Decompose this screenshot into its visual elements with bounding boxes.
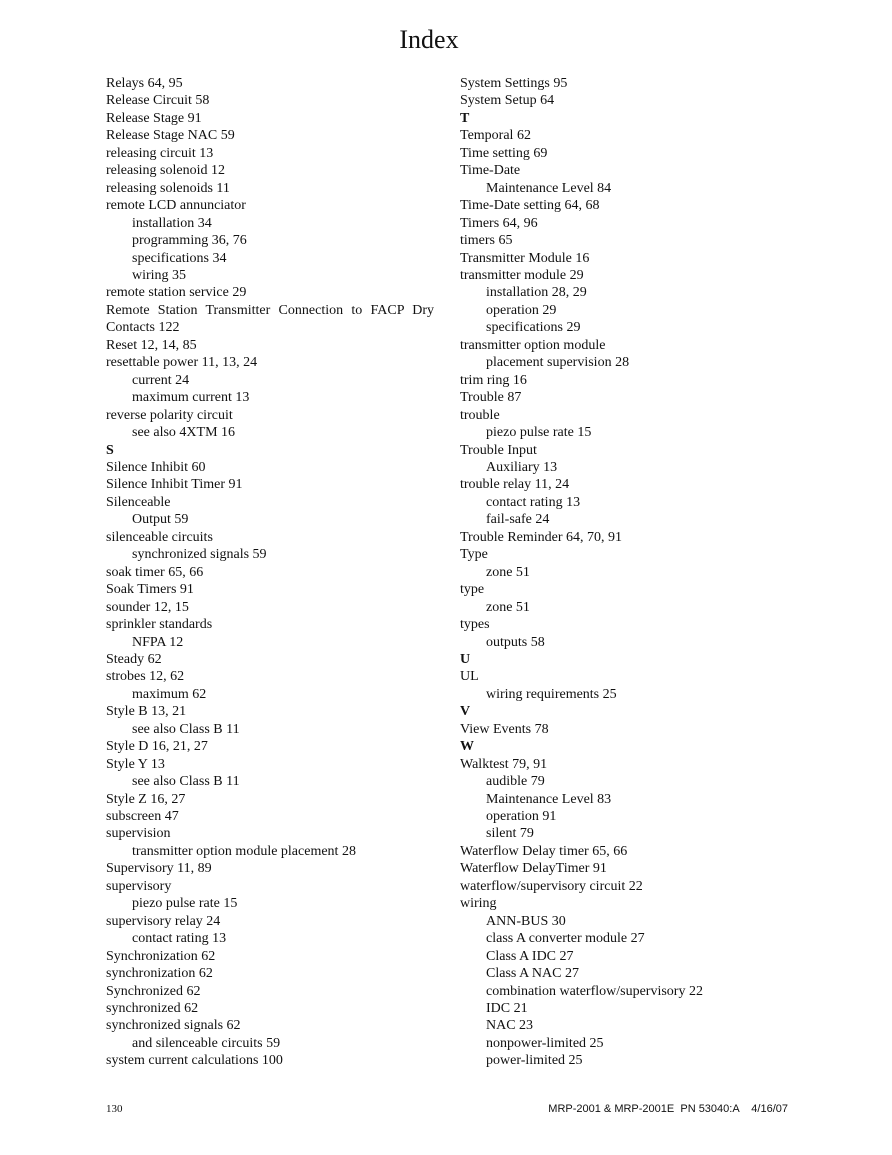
index-entry: types	[460, 617, 490, 633]
index-entry: Silence Inhibit Timer 91	[106, 477, 243, 493]
page-title: Index	[399, 25, 459, 54]
index-subentry: outputs 58	[486, 634, 545, 650]
index-subentry: audible 79	[486, 774, 545, 790]
index-subentry: see also Class B 11	[132, 774, 240, 790]
index-subentry: synchronized signals 59	[132, 547, 267, 563]
index-entry: Silenceable	[106, 494, 171, 510]
index-entry: Time-Date setting 64, 68	[460, 198, 600, 214]
index-entry: Style D 16, 21, 27	[106, 739, 208, 755]
index-entry: wiring	[460, 896, 497, 912]
index-entry: Trouble Input	[460, 442, 537, 458]
index-section-letter: W	[460, 739, 474, 755]
index-subentry: and silenceable circuits 59	[132, 1035, 281, 1051]
index-entry: Trouble Reminder 64, 70, 91	[460, 529, 623, 545]
index-entry: reverse polarity circuit	[106, 407, 233, 423]
index-subentry: maximum 62	[132, 686, 207, 702]
index-subentry: zone 51	[486, 564, 530, 580]
index-entry: Release Stage NAC 59	[106, 128, 235, 144]
index-entry: Type	[460, 547, 488, 563]
index-entry: sprinkler standards	[106, 617, 213, 633]
index-entry: Temporal 62	[460, 128, 531, 144]
index-subentry: specifications 34	[132, 250, 227, 266]
index-entry: Silence Inhibit 60	[106, 459, 206, 475]
index-subentry: Class A NAC 27	[486, 966, 579, 982]
index-entry: Steady 62	[106, 651, 162, 667]
document-footer: MRP-2001 & MRP-2001E PN 53040:A 4/16/07	[548, 1103, 788, 1115]
index-entry: System Setup 64	[460, 93, 555, 109]
index-column-right	[460, 75, 790, 1070]
index-entry: supervision	[106, 826, 171, 842]
page-number: 130	[106, 1103, 123, 1115]
index-entry: waterflow/supervisory circuit 22	[460, 878, 643, 894]
index-entry: Synchronization 62	[106, 948, 216, 964]
index-section-letter: U	[460, 651, 471, 667]
index-entry: Trouble 87	[460, 390, 522, 406]
index-subentry: silent 79	[486, 826, 534, 842]
index-subentry: Auxiliary 13	[486, 459, 558, 475]
index-subentry: specifications 29	[486, 320, 581, 336]
index-subentry: IDC 21	[486, 1001, 528, 1017]
index-subentry: see also 4XTM 16	[132, 425, 236, 441]
index-entry: supervisory relay 24	[106, 913, 221, 929]
index-entry: soak timer 65, 66	[106, 564, 204, 580]
index-section-letter: V	[460, 704, 471, 720]
index-column-left	[106, 75, 434, 1070]
index-entry: synchronized 62	[106, 1001, 199, 1017]
index-entry: Release Stage 91	[106, 110, 202, 126]
index-subentry: contact rating 13	[486, 494, 581, 510]
index-entry: silenceable circuits	[106, 529, 213, 545]
index-entry: Time setting 69	[460, 145, 548, 161]
index-subentry: installation 34	[132, 215, 212, 231]
index-subentry: contact rating 13	[132, 931, 227, 947]
index-entry: remote LCD annunciator	[106, 198, 246, 214]
index-entry: Synchronized 62	[106, 983, 201, 999]
index-entry: supervisory	[106, 878, 172, 894]
index-entry: remote station service 29	[106, 285, 247, 301]
index-entry: resettable power 11, 13, 24	[106, 355, 258, 371]
index-entry: trim ring 16	[460, 372, 527, 388]
index-subentry: transmitter option module placement 28	[132, 843, 356, 859]
index-subentry: see also Class B 11	[132, 721, 240, 737]
index-subentry: class A converter module 27	[486, 931, 645, 947]
index-subentry: piezo pulse rate 15	[132, 896, 238, 912]
index-entry: transmitter option module	[460, 337, 606, 353]
index-entry: strobes 12, 62	[106, 669, 185, 685]
index-entry: system current calculations 100	[106, 1053, 283, 1069]
index-entry: timers 65	[460, 233, 513, 249]
index-subentry: wiring 35	[132, 267, 187, 283]
index-subentry: Output 59	[132, 512, 189, 528]
index-subentry: piezo pulse rate 15	[486, 425, 592, 441]
index-subentry: operation 29	[486, 302, 557, 318]
index-subentry: NAC 23	[486, 1018, 534, 1034]
index-entry: Reset 12, 14, 85	[106, 337, 197, 353]
index-subentry: operation 91	[486, 809, 557, 825]
index-entry: Style Z 16, 27	[106, 791, 186, 807]
index-section-letter: S	[106, 442, 114, 458]
index-subentry: nonpower-limited 25	[486, 1035, 604, 1051]
index-entry: Remote Station Transmitter Connection to FACP Dry	[106, 302, 434, 318]
index-subentry: zone 51	[486, 599, 530, 615]
index-entry: Supervisory 11, 89	[106, 861, 212, 877]
index-entry: Waterflow Delay timer 65, 66	[460, 843, 628, 859]
index-subentry: wiring requirements 25	[486, 686, 617, 702]
index-entry: Timers 64, 96	[460, 215, 538, 231]
index-subentry: Maintenance Level 84	[486, 180, 612, 196]
index-entry: Contacts 122	[106, 320, 180, 336]
index-entry: type	[460, 582, 485, 598]
index-subentry: combination waterflow/supervisory 22	[486, 983, 703, 999]
index-entry: sounder 12, 15	[106, 599, 189, 615]
index-entry: synchronization 62	[106, 966, 213, 982]
index-subentry: Class A IDC 27	[486, 948, 574, 964]
index-entry: Style B 13, 21	[106, 704, 187, 720]
index-entry: Waterflow DelayTimer 91	[460, 861, 607, 877]
index-entry: Release Circuit 58	[106, 93, 210, 109]
index-entry: UL	[460, 669, 479, 685]
index-subentry: fail-safe 24	[486, 512, 550, 528]
index-subentry: current 24	[132, 372, 190, 388]
index-entry: trouble	[460, 407, 500, 423]
index-entry: transmitter module 29	[460, 267, 584, 283]
index-entry: Style Y 13	[106, 756, 165, 772]
index-entry: releasing solenoids 11	[106, 180, 230, 196]
index-subentry: programming 36, 76	[132, 233, 247, 249]
index-subentry: installation 28, 29	[486, 285, 587, 301]
index-entry: releasing circuit 13	[106, 145, 214, 161]
index-entry: Transmitter Module 16	[460, 250, 590, 266]
index-entry: Walktest 79, 91	[460, 756, 548, 772]
index-subentry: power-limited 25	[486, 1053, 583, 1069]
index-entry: releasing solenoid 12	[106, 163, 225, 179]
index-subentry: ANN-BUS 30	[486, 913, 566, 929]
index-subentry: placement supervision 28	[486, 355, 630, 371]
index-subentry: maximum current 13	[132, 390, 250, 406]
index-entry: trouble relay 11, 24	[460, 477, 570, 493]
index-entry: System Settings 95	[460, 76, 568, 91]
index-entry: synchronized signals 62	[106, 1018, 241, 1034]
index-entry: subscreen 47	[106, 809, 179, 825]
index-entry: Relays 64, 95	[106, 76, 183, 91]
index-section-letter: T	[460, 110, 470, 126]
index-subentry: Maintenance Level 83	[486, 791, 612, 807]
index-subentry: NFPA 12	[132, 634, 184, 650]
index-entry: View Events 78	[460, 721, 549, 737]
index-entry: Time-Date	[460, 163, 521, 179]
index-entry: Soak Timers 91	[106, 582, 194, 598]
